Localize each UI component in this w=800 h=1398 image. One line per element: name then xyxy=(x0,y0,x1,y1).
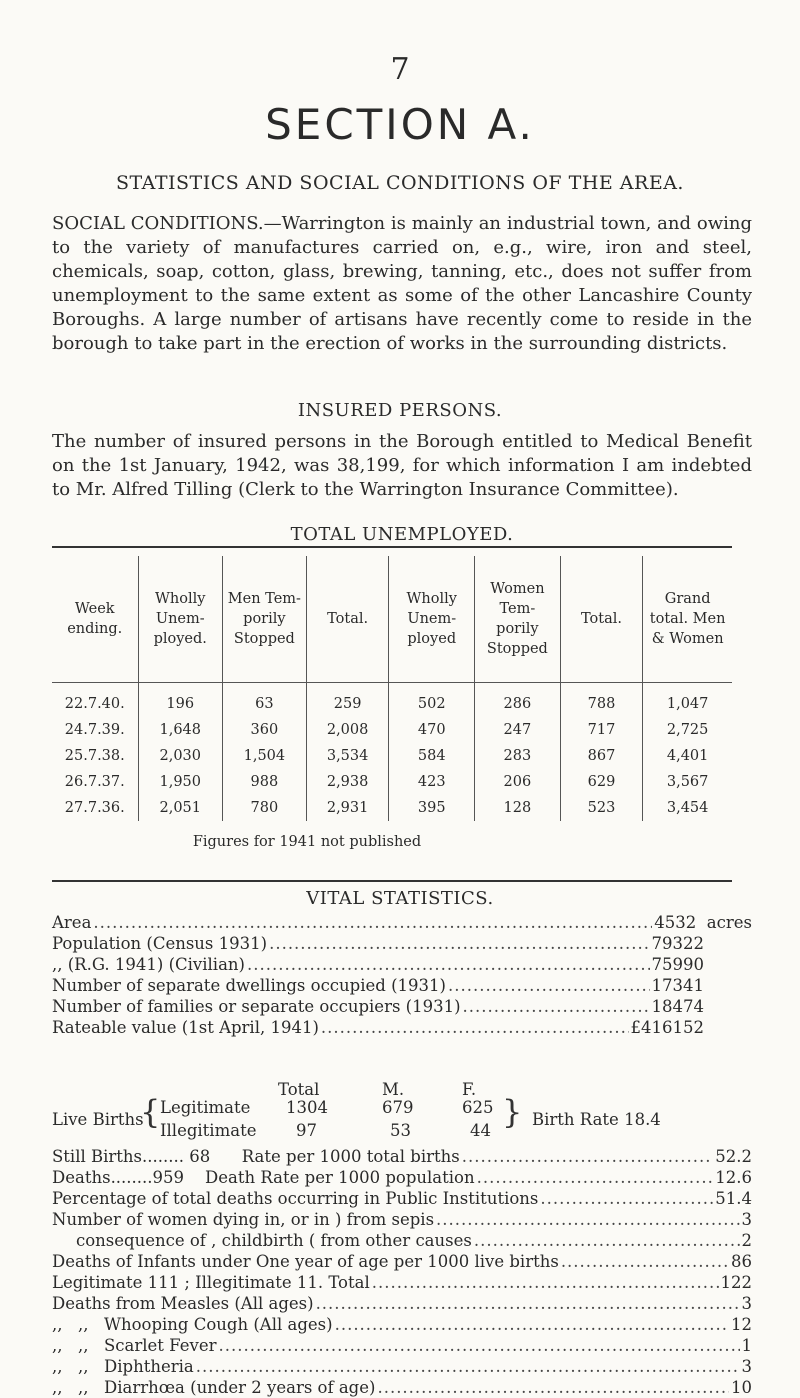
ditto-mark: ,, xyxy=(52,1378,63,1397)
ditto-mark: ,, xyxy=(52,1336,63,1355)
diarrhoea-label: Diarrhœa (under 2 years of age) xyxy=(104,1378,376,1397)
leader-dots xyxy=(462,1146,714,1167)
col-women-temporarily: Women Tem- porily Stopped xyxy=(475,556,561,683)
left-brace: { xyxy=(140,1093,161,1131)
illegitimate-label: Illegitimate xyxy=(160,1121,257,1140)
cell: 283 xyxy=(475,743,561,769)
women-other-label: consequence of , childbirth ( from other causes xyxy=(76,1231,472,1250)
cell-week: 24.7.39. xyxy=(64,722,125,738)
insured-persons-heading: INSURED PERSONS. xyxy=(297,400,503,421)
cell: 780 xyxy=(222,795,306,821)
cell: 4,401 xyxy=(643,743,732,769)
cell: 3,454 xyxy=(643,795,732,821)
cell: 3,534 xyxy=(306,743,389,769)
row-public-institutions xyxy=(52,1188,752,1209)
legitimate-m: 679 xyxy=(382,1098,414,1117)
cell: 206 xyxy=(475,769,561,795)
legitimate-total: 1304 xyxy=(286,1098,328,1117)
ditto-mark: ,, xyxy=(52,1315,63,1334)
cell: 360 xyxy=(222,717,306,743)
leader-dots xyxy=(196,1356,740,1377)
vital-row-rateable-value xyxy=(52,1017,704,1038)
leader-dots xyxy=(316,1293,740,1314)
vital-row-families xyxy=(52,996,704,1017)
table-row xyxy=(52,717,732,743)
leader-dots xyxy=(321,1017,629,1038)
leader-dots xyxy=(218,1335,739,1356)
table-row xyxy=(52,743,732,769)
vital-label: Rateable value (1st April, 1941) xyxy=(52,1018,319,1037)
mortality-list xyxy=(52,1146,752,1398)
cell: 2,051 xyxy=(138,795,222,821)
cell: 523 xyxy=(560,795,643,821)
leader-dots xyxy=(269,933,649,954)
births-col-m: M. xyxy=(382,1080,405,1099)
cell: 717 xyxy=(560,717,643,743)
cell-week: 26.7.37. xyxy=(64,774,125,790)
infants-value: 86 xyxy=(731,1252,752,1271)
vital-value: 4532 acres xyxy=(654,913,752,932)
leader-dots xyxy=(247,954,650,975)
section-title: SECTION A. xyxy=(265,100,535,149)
table-row xyxy=(52,683,732,718)
cell: 423 xyxy=(389,769,475,795)
cell: 247 xyxy=(475,717,561,743)
scarlet-label: Scarlet Fever xyxy=(104,1336,217,1355)
cell: 2,938 xyxy=(306,769,389,795)
leader-dots xyxy=(377,1377,729,1398)
vital-value: 18474 xyxy=(651,997,704,1016)
social-conditions-lead: SOCIAL CONDITIONS. xyxy=(52,213,264,234)
row-scarlet-fever xyxy=(52,1335,752,1356)
vital-label: Number of families or separate occupiers (1931) xyxy=(52,997,461,1016)
cell: 259 xyxy=(306,683,389,718)
illegitimate-f: 44 xyxy=(470,1121,491,1140)
vital-statistics-heading: VITAL STATISTICS. xyxy=(306,888,494,909)
ditto-mark: ,, xyxy=(52,1357,63,1376)
cell: 395 xyxy=(389,795,475,821)
ditto-mark: ,, xyxy=(78,1378,89,1397)
scarlet-value: 1 xyxy=(741,1336,752,1355)
birth-rate: Birth Rate 18.4 xyxy=(532,1110,661,1129)
cell: 1,047 xyxy=(643,683,732,718)
deaths-value: 959 xyxy=(152,1168,185,1187)
vital-value: 17341 xyxy=(651,976,704,995)
infants-label: Deaths of Infants under One year of age per 1000 live births xyxy=(52,1252,559,1271)
leader-dots xyxy=(448,975,650,996)
women-sepsis-label: Number of women dying in, or in ) from sepis xyxy=(52,1210,435,1229)
leader-dots xyxy=(561,1251,729,1272)
cell: 196 xyxy=(138,683,222,718)
cell: 988 xyxy=(222,769,306,795)
vital-value: 75990 xyxy=(651,955,704,974)
table-row xyxy=(52,795,732,821)
vital-row-population-1931 xyxy=(52,933,704,954)
diphtheria-label: Diphtheria xyxy=(104,1357,194,1376)
cell: 3,567 xyxy=(643,769,732,795)
leader-dots xyxy=(540,1188,713,1209)
social-conditions-paragraph xyxy=(52,212,752,356)
whooping-value: 12 xyxy=(731,1315,752,1334)
births-col-total: Total xyxy=(278,1080,320,1099)
live-births-label: Live Births xyxy=(52,1110,144,1129)
cell: 470 xyxy=(389,717,475,743)
cell: 63 xyxy=(222,683,306,718)
vital-label: Area xyxy=(52,913,92,932)
measles-label: Deaths from Measles (All ages) xyxy=(52,1294,314,1313)
vital-row-population-1941 xyxy=(52,954,704,975)
still-births-rate: 52.2 xyxy=(715,1147,752,1166)
row-still-births: Still Births........ 68 Rate per 1000 total births ..... 52.2 xyxy=(52,1146,752,1167)
col-men-wholly: Wholly Unem- ployed. xyxy=(138,556,222,683)
measles-value: 3 xyxy=(741,1294,752,1313)
cell: 2,725 xyxy=(643,717,732,743)
page-number: 7 xyxy=(390,52,410,87)
cell: 2,008 xyxy=(306,717,389,743)
illegitimate-m: 53 xyxy=(390,1121,411,1140)
table-top-rule xyxy=(52,546,732,548)
col-men-temporarily: Men Tem- porily Stopped xyxy=(222,556,306,683)
still-births-value: 68 xyxy=(189,1147,211,1166)
row-deaths: Deaths........959 Death Rate per 1000 population ..... 12.6 xyxy=(52,1167,752,1188)
whooping-label: Whooping Cough (All ages) xyxy=(104,1315,333,1334)
table-row xyxy=(52,769,732,795)
legit-ill-value: 122 xyxy=(720,1273,752,1292)
vital-value: 79322 xyxy=(651,934,704,953)
cell-week: 25.7.38. xyxy=(64,748,125,764)
cell: 788 xyxy=(560,683,643,718)
vital-row-area xyxy=(52,912,752,933)
row-legit-illegit xyxy=(52,1272,752,1293)
table-bottom-rule xyxy=(52,880,732,882)
cell: 1,648 xyxy=(138,717,222,743)
col-men-total: Total. xyxy=(306,556,389,683)
vital-unit: acres xyxy=(706,913,752,932)
diarrhoea-value: 10 xyxy=(731,1378,752,1397)
cell-week: 22.7.40. xyxy=(64,696,125,712)
leader-dots xyxy=(474,1230,740,1251)
legit-ill-label: Legitimate 111 ; Illegitimate 11. Total xyxy=(52,1273,370,1292)
leader-dots xyxy=(436,1209,739,1230)
ditto-mark: ,, xyxy=(78,1315,89,1334)
vital-label: Population (Census 1931) xyxy=(52,934,268,953)
leader-dots xyxy=(335,1314,729,1335)
institutions-value: 51.4 xyxy=(715,1189,752,1208)
cell: 629 xyxy=(560,769,643,795)
death-rate-label: Death Rate per 1000 population xyxy=(205,1168,475,1187)
ditto-mark: ,, xyxy=(78,1336,89,1355)
legitimate-label: Legitimate xyxy=(160,1098,251,1117)
row-women-sepsis xyxy=(52,1209,752,1230)
col-women-wholly: Wholly Unem- ployed xyxy=(389,556,475,683)
cell: 2,931 xyxy=(306,795,389,821)
total-unemployed-heading: TOTAL UNEMPLOYED. xyxy=(290,524,514,545)
cell: 286 xyxy=(475,683,561,718)
cell: 2,030 xyxy=(138,743,222,769)
col-week-ending: Week ending. xyxy=(52,556,138,683)
vital-value: £416152 xyxy=(630,1018,704,1037)
cell: 867 xyxy=(560,743,643,769)
illegitimate-total: 97 xyxy=(296,1121,317,1140)
vital-label: Number of separate dwellings occupied (1931) xyxy=(52,976,446,995)
cell-week: 27.7.36. xyxy=(64,800,125,816)
vital-statistics-list xyxy=(52,912,752,1038)
table-note: Figures for 1941 not published xyxy=(192,834,422,850)
row-measles xyxy=(52,1293,752,1314)
cell: 1,504 xyxy=(222,743,306,769)
still-births-rate-label: Rate per 1000 total births xyxy=(241,1147,460,1166)
unemployed-table xyxy=(52,556,732,855)
col-women-total: Total. xyxy=(560,556,643,683)
right-brace: } xyxy=(502,1093,523,1131)
women-other-value: 2 xyxy=(741,1231,752,1250)
insured-persons-paragraph: The number of insured persons in the Borough entitled to Medical Benefit on the 1st January, 1942, was 38,199, for which information I am indebted to Mr. Alfred Tilling (Clerk to the Warrington Insurance Committee). xyxy=(52,431,752,500)
section-subtitle: STATISTICS AND SOCIAL CONDITIONS OF THE AREA. xyxy=(116,172,684,194)
table-note-row xyxy=(52,821,732,855)
row-infant-deaths xyxy=(52,1251,752,1272)
cell: 502 xyxy=(389,683,475,718)
row-women-other xyxy=(52,1230,752,1251)
vital-label: ,, (R.G. 1941) (Civilian) xyxy=(52,955,245,974)
cell: 584 xyxy=(389,743,475,769)
vital-row-dwellings xyxy=(52,975,704,996)
row-diarrhoea xyxy=(52,1377,752,1398)
row-diphtheria xyxy=(52,1356,752,1377)
table-header-row xyxy=(52,556,732,683)
leader-dots xyxy=(93,912,652,933)
still-births-label: Still Births xyxy=(52,1147,143,1166)
cell: 128 xyxy=(475,795,561,821)
row-whooping-cough xyxy=(52,1314,752,1335)
cell: 1,950 xyxy=(138,769,222,795)
death-rate: 12.6 xyxy=(715,1168,752,1187)
women-sepsis-value: 3 xyxy=(741,1210,752,1229)
deaths-label: Deaths xyxy=(52,1168,111,1187)
social-conditions-text: —Warrington is mainly an industrial town, and owing to the variety of manufactures carried on, e.g., wire, iron and steel, chemicals, soap, cotton, glass, brewing, tanning, etc., does not suffer from unemployment to the same extent as some of the other Lancashire County Boroughs. A large number of artisans have recently come to reside in the borough to take part in the erection of works in the surrounding districts. xyxy=(52,213,752,354)
ditto-mark: ,, xyxy=(78,1357,89,1376)
diphtheria-value: 3 xyxy=(741,1357,752,1376)
leader-dots xyxy=(463,996,650,1017)
institutions-label: Percentage of total deaths occurring in Public Institutions xyxy=(52,1189,539,1208)
col-grand-total: Grand total. Men & Women xyxy=(643,556,732,683)
leader-dots xyxy=(477,1167,714,1188)
births-col-f: F. xyxy=(462,1080,477,1099)
leader-dots xyxy=(372,1272,719,1293)
legitimate-f: 625 xyxy=(462,1098,494,1117)
